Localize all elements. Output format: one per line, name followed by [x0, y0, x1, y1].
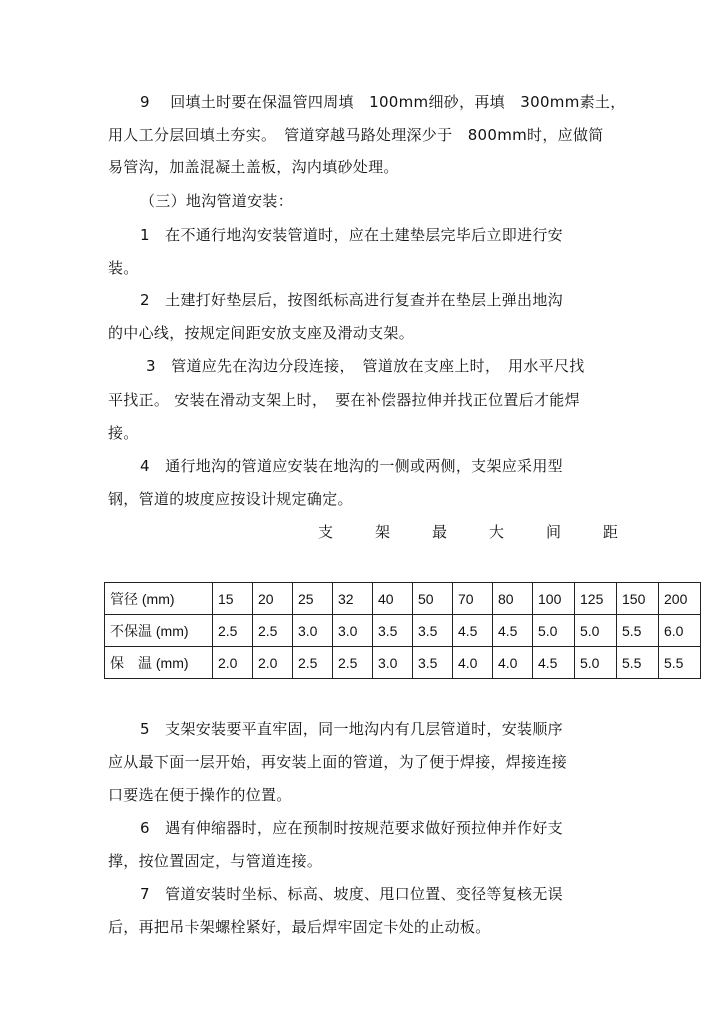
paragraph-7-line-1: 7 管道安装时坐标、标高、坡度、甩口位置、变径等复核无误 [140, 885, 563, 903]
paragraph-3-line-2: 平找正。 安装在滑动支架上时， 要在补偿器拉伸并找正位置后才能焊 [108, 391, 580, 409]
table-cell: 3.0 [373, 647, 413, 679]
paragraph-1-line-1: 1 在不通行地沟安装管道时，应在土建垫层完毕后立即进行安 [140, 226, 563, 244]
table-cell: 2.5 [253, 615, 293, 647]
table-cell: 3.5 [413, 647, 453, 679]
table-cell: 2.5 [293, 647, 333, 679]
table-cell: 32 [333, 583, 373, 615]
table-cell: 3.5 [413, 615, 453, 647]
table-cell: 25 [293, 583, 333, 615]
table-title [318, 522, 618, 542]
table-cell: 20 [253, 583, 293, 615]
support-spacing-table [104, 582, 701, 679]
paragraph-5-line-2: 应从最下面一层开始，再安装上面的管道，为了便于焊接，焊接连接 [108, 753, 568, 771]
table-cell: 5.5 [659, 647, 701, 679]
section-heading: （三）地沟管道安装： [140, 192, 294, 210]
paragraph-7-line-2: 后，再把吊卡架螺栓紧好，最后焊牢固定卡处的止动板。 [108, 918, 491, 936]
table-cell: 150 [617, 583, 659, 615]
table-title-char: 架 [374, 523, 390, 541]
paragraph-5-line-3: 口要选在便于操作的位置。 [108, 786, 292, 804]
table-cell: 70 [453, 583, 493, 615]
table-row [105, 647, 701, 679]
table-cell: 5.0 [533, 615, 575, 647]
paragraph-3-line-1: 3 管道应先在沟边分段连接， 管道放在支座上时， 用水平尺找 [146, 357, 585, 375]
table-title-char: 支 [318, 523, 334, 541]
table-row [105, 615, 701, 647]
table-cell: 2.5 [213, 615, 253, 647]
paragraph-9-line-1: 9 回填土时要在保温管四周填 100mm细砂，再填 300mm素土， [140, 93, 626, 111]
table-title-char: 大 [488, 523, 504, 541]
row-header: 保 温 (mm) [105, 647, 213, 679]
table-cell: 4.0 [453, 647, 493, 679]
paragraph-1-line-2: 装。 [108, 259, 139, 277]
table-title-char: 最 [431, 523, 447, 541]
table-title-char: 距 [602, 523, 618, 541]
table-cell: 4.0 [493, 647, 533, 679]
table-cell: 125 [575, 583, 617, 615]
table-cell: 3.5 [373, 615, 413, 647]
table-cell: 5.0 [575, 615, 617, 647]
paragraph-2-line-2: 的中心线，按规定间距安放支座及滑动支架。 [108, 324, 415, 342]
table-cell: 3.0 [293, 615, 333, 647]
table-cell: 50 [413, 583, 453, 615]
table-cell: 6.0 [659, 615, 701, 647]
paragraph-6-line-2: 撑，按位置固定，与管道连接。 [108, 852, 323, 870]
paragraph-9-line-3: 易管沟，加盖混凝土盖板，沟内填砂处理。 [108, 158, 399, 176]
paragraph-9-line-2: 用人工分层回填土夯实。 管道穿越马路处理深少于 800mm时，应做简 [108, 126, 604, 144]
paragraph-3-line-3: 接。 [108, 424, 139, 442]
table-cell: 100 [533, 583, 575, 615]
table-cell: 5.0 [575, 647, 617, 679]
table-cell: 4.5 [453, 615, 493, 647]
table-row [105, 583, 701, 615]
paragraph-4-line-1: 4 通行地沟的管道应安装在地沟的一侧或两侧，支架应采用型 [140, 457, 563, 475]
table-cell: 3.0 [333, 615, 373, 647]
table-cell: 2.5 [333, 647, 373, 679]
table-title-char: 间 [545, 523, 561, 541]
table-cell: 200 [659, 583, 701, 615]
table-cell: 40 [373, 583, 413, 615]
paragraph-2-line-1: 2 土建打好垫层后，按图纸标高进行复查并在垫层上弹出地沟 [140, 291, 563, 309]
table-cell: 2.0 [253, 647, 293, 679]
table-cell: 5.5 [617, 615, 659, 647]
table-cell: 4.5 [493, 615, 533, 647]
table-cell: 5.5 [617, 647, 659, 679]
table-cell: 80 [493, 583, 533, 615]
table-cell: 2.0 [213, 647, 253, 679]
table-cell: 4.5 [533, 647, 575, 679]
paragraph-5-line-1: 5 支架安装要平直牢固，同一地沟内有几层管道时，安装顺序 [140, 720, 563, 738]
paragraph-6-line-1: 6 遇有伸缩器时，应在预制时按规范要求做好预拉伸并作好支 [140, 819, 563, 837]
paragraph-4-line-2: 钢，管道的坡度应按设计规定确定。 [108, 490, 353, 508]
row-header: 不保温 (mm) [105, 615, 213, 647]
table-cell: 15 [213, 583, 253, 615]
row-header: 管径 (mm) [105, 583, 213, 615]
